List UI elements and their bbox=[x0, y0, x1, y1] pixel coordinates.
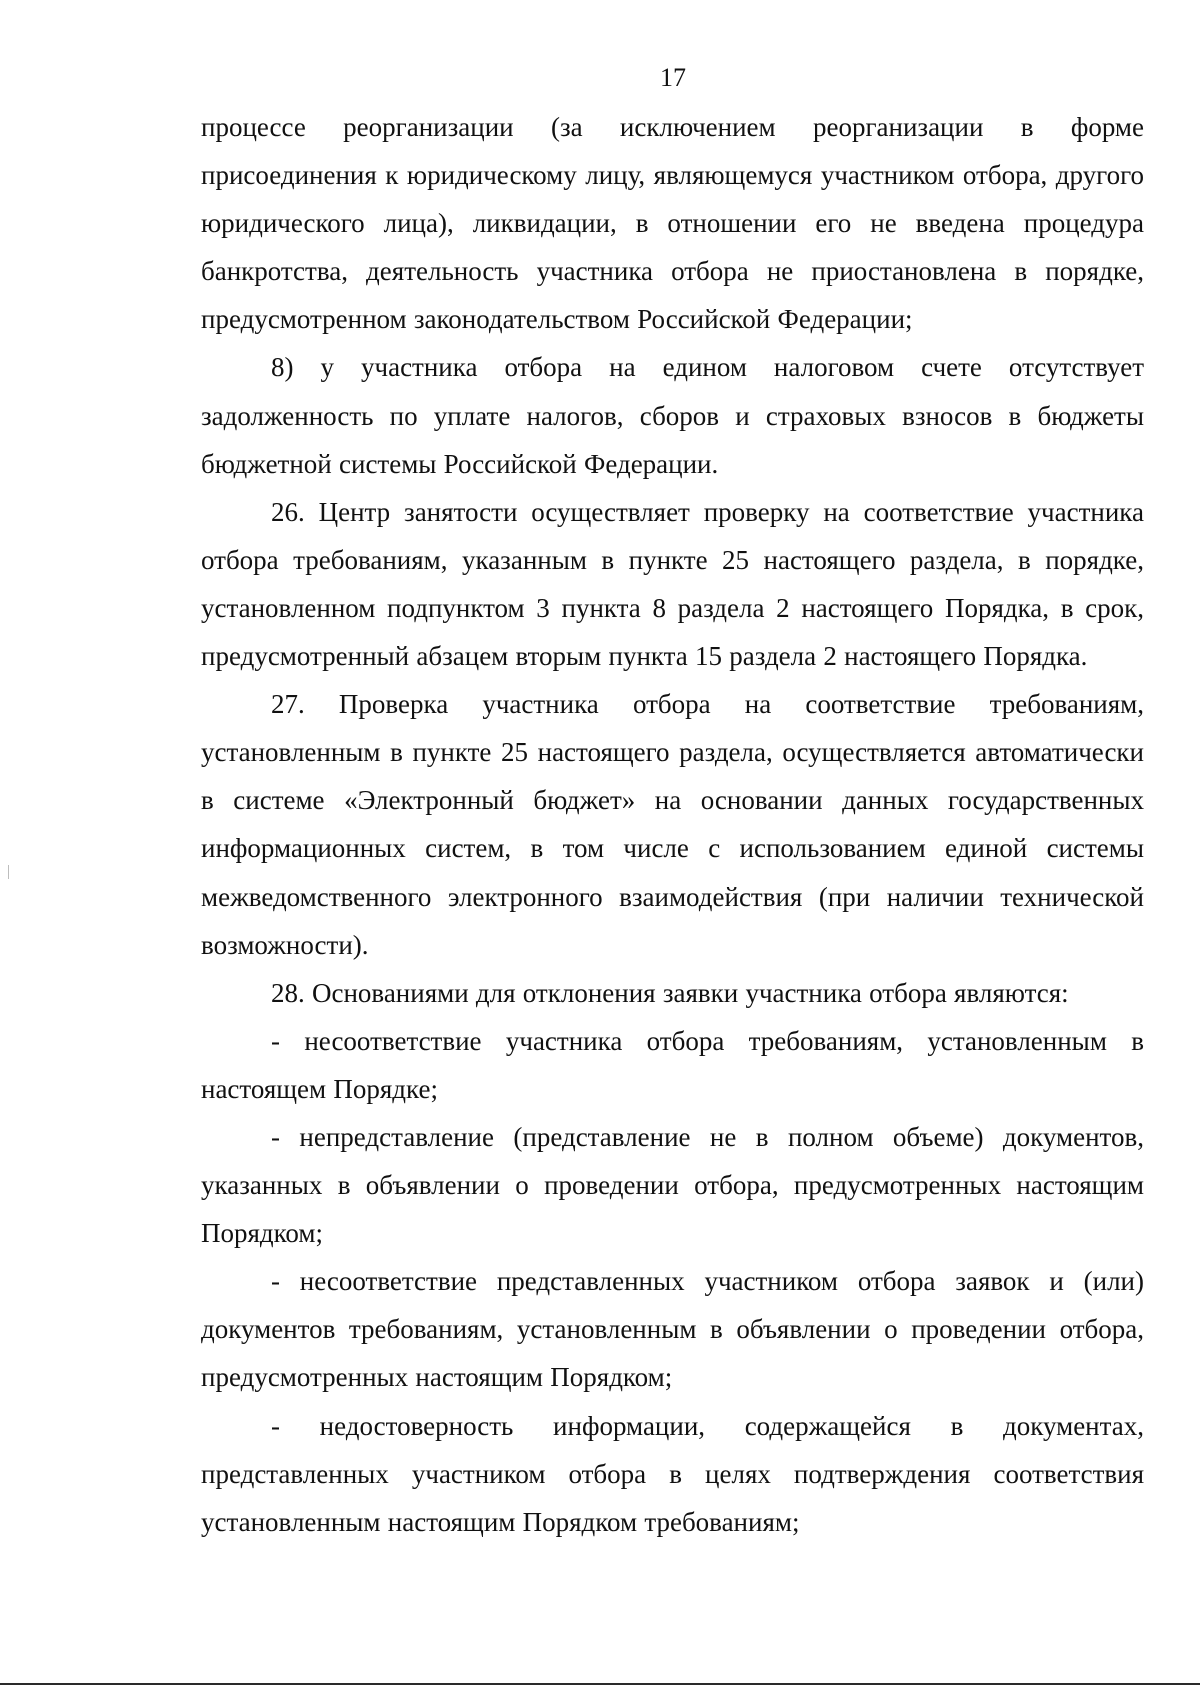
paragraph-continuation: процессе реорганизации (за исключением реорганизации в форме присоединения к юридическому лицу, являющемуся участником отбора, другого юридического лица), ликвидации, в отношении его не введена процедура банкротства, деятельность участника отбора не приостановлена в порядке, предусмотренном законодательством Российской Федерации; bbox=[201, 112, 1144, 335]
page-number: 17 bbox=[660, 63, 686, 92]
list-item-nonconformity: - несоответствие участника отбора требованиям, установленным в настоящем Порядке; bbox=[201, 1025, 1144, 1104]
scan-artifact bbox=[8, 865, 9, 879]
paragraph-27: 27. Проверка участника отбора на соответствие требованиям, установленным в пункте 25 настоящего раздела, осуществляется автоматически в системе «Электронный бюджет» на основании данных государственных информационных систем, в том числе с использованием единой системы межведомственного электронного взаимодействия (при наличии технической возможности). bbox=[201, 689, 1144, 960]
page-bottom-rule bbox=[0, 1683, 1200, 1685]
paragraph-item-8: 8) у участника отбора на едином налоговом счете отсутствует задолженность по уплате налогов, сборов и страховых взносов в бюджеты бюджетной системы Российской Федерации. bbox=[201, 352, 1144, 479]
paragraph-26: 26. Центр занятости осуществляет проверку на соответствие участника отбора требованиям, указанным в пункте 25 настоящего раздела, в порядке, установленном подпунктом 3 пункта 8 раздела 2 настоящего Порядка, в срок, предусмотренный абзацем вторым пункта 15 раздела 2 настоящего Порядка. bbox=[201, 496, 1144, 672]
list-item-documents-nonconformity: - несоответствие представленных участником отбора заявок и (или) документов требованиям, установленным в объявлении о проведении отбора, предусмотренных настоящим Порядком; bbox=[201, 1266, 1144, 1393]
list-item-documents-missing: - непредставление (представление не в полном объеме) документов, указанных в объявлении о проведении отбора, предусмотренных настоящим Порядком; bbox=[201, 1121, 1144, 1249]
document-body bbox=[201, 103, 1144, 1546]
list-item-unreliable-info: - недостоверность информации, содержащейся в документах, представленных участником отбора в целях подтверждения соответствия установленным настоящим Порядком требованиям; bbox=[201, 1410, 1144, 1537]
paragraph-28: 28. Основаниями для отклонения заявки участника отбора являются: bbox=[271, 977, 1069, 1008]
